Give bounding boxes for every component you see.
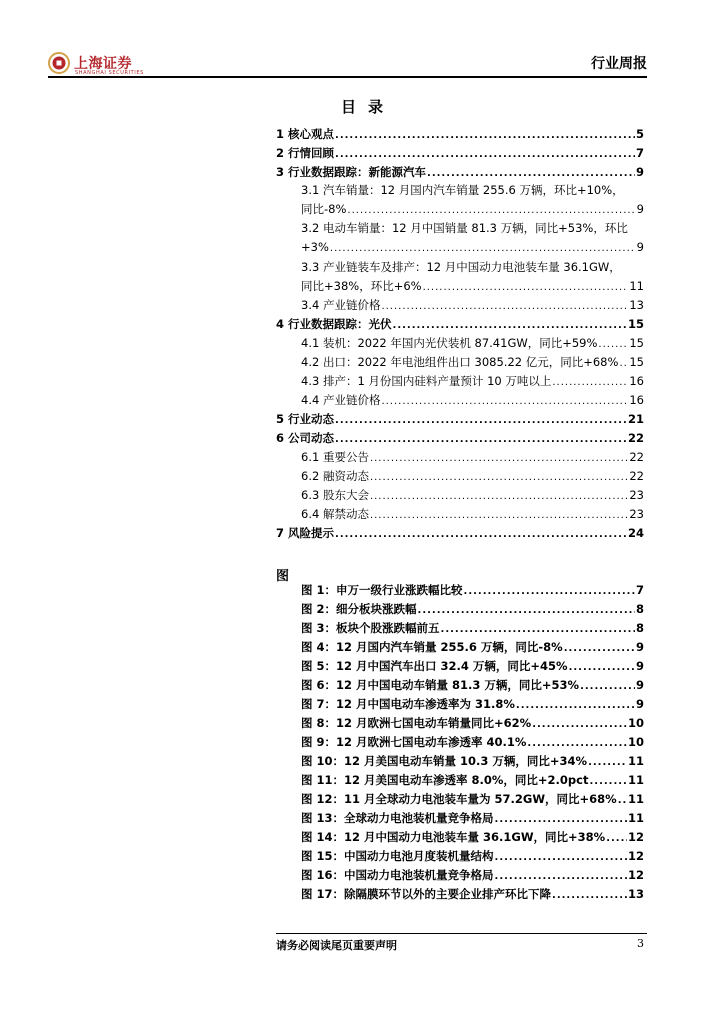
toc-entry-text: 4.3 排产：1 月份国内硅料产量预计 10 万吨以上 <box>301 374 552 388</box>
figure-entry-text: 图 1：申万一级行业涨跌幅比较 <box>301 583 463 597</box>
leader-dots <box>441 623 635 637</box>
figure-entry-text: 图 13：全球动力电池装机量竞争格局 <box>301 811 494 825</box>
toc-entry-text: 同比+38%，环比+6% <box>301 279 422 293</box>
figure-entry[interactable] <box>301 640 644 656</box>
figure-entry[interactable] <box>301 735 644 751</box>
toc-entry-text[interactable]: 3.1 汽车销量：12 月国内汽车销量 255.6 万辆，环比+10%， <box>301 183 624 197</box>
leader-dots <box>588 756 627 770</box>
page-number: 3 <box>637 937 644 950</box>
toc-entry-text[interactable]: 3.2 电动车销量：12 月中国销量 81.3 万辆，同比+53%，环比 <box>301 221 628 235</box>
footer-disclaimer: 请务必阅读尾页重要声明 <box>276 939 397 952</box>
figure-entry-page: 12 <box>627 849 644 863</box>
leader-dots <box>370 490 628 504</box>
toc-entry-page: 24 <box>627 526 644 540</box>
toc-entry-text: 1 核心观点 <box>276 127 335 141</box>
figure-entry[interactable] <box>301 754 644 770</box>
toc-entry-page: 22 <box>627 431 644 445</box>
toc-entry[interactable] <box>301 450 644 466</box>
figure-entry-page: 11 <box>627 754 644 768</box>
toc-entry[interactable] <box>301 240 644 256</box>
leader-dots <box>527 737 627 751</box>
figure-entry-text: 图 11：12 月美国电动车渗透率 8.0%，同比+2.0pct <box>301 773 589 787</box>
toc-entry-text: 6.3 股东大会 <box>301 488 369 502</box>
toc-entry-page: 5 <box>635 127 644 141</box>
toc-entry[interactable] <box>276 146 644 162</box>
toc-entry-page: 22 <box>629 469 644 483</box>
toc-entry-text: 3 行业数据跟踪：新能源汽车 <box>276 165 427 179</box>
toc-entry-page: 9 <box>635 165 644 179</box>
toc-entry[interactable] <box>301 202 644 218</box>
toc-entry-page: 15 <box>629 336 644 350</box>
figure-entry-text: 图 2：细分板块涨跌幅 <box>301 602 417 616</box>
leader-dots <box>495 851 627 865</box>
page-header <box>48 48 647 78</box>
figure-entry-text: 图 8：12 月欧洲七国电动车销量同比+62% <box>301 716 532 730</box>
leader-dots <box>418 604 635 618</box>
figure-entry-page: 13 <box>627 887 644 901</box>
figure-entry-text: 图 10：12 月美国电动车销量 10.3 万辆，同比+34% <box>301 754 588 768</box>
toc-entry[interactable] <box>276 412 644 428</box>
figure-entry-text: 图 15：中国动力电池月度装机量结构 <box>301 849 494 863</box>
figure-list-title: 图 <box>276 569 290 584</box>
figure-entry-text: 图 3：板块个股涨跌幅前五 <box>301 621 440 635</box>
leader-dots <box>580 680 635 694</box>
figure-entry-page: 9 <box>635 697 644 711</box>
figure-entry[interactable] <box>301 868 644 884</box>
logo-emblem-icon <box>48 52 70 74</box>
leader-dots <box>606 832 627 846</box>
toc-entry-text: 4.2 出口：2022 年电池组件出口 3085.22 亿元，同比+68% <box>301 355 619 369</box>
figure-entry-page: 12 <box>627 830 644 844</box>
leader-dots <box>552 376 628 390</box>
toc-entry[interactable] <box>276 165 644 181</box>
leader-dots <box>495 870 627 884</box>
toc-entry[interactable] <box>276 317 644 333</box>
leader-dots <box>552 889 627 903</box>
figure-entry-text: 图 9：12 月欧洲七国电动车渗透率 40.1% <box>301 735 527 749</box>
figure-entry-page: 10 <box>627 735 644 749</box>
figure-entry[interactable] <box>301 602 644 618</box>
leader-dots <box>464 585 635 599</box>
leader-dots <box>598 338 628 352</box>
figure-entry-page: 12 <box>627 868 644 882</box>
figure-entry-page: 11 <box>627 773 644 787</box>
toc-entry-text: 2 行情回顾 <box>276 146 335 160</box>
figure-entry[interactable] <box>301 792 644 808</box>
figure-entry[interactable] <box>301 830 644 846</box>
toc-entry-page: 13 <box>629 298 644 312</box>
toc-entry-text: 7 风险提示 <box>276 526 335 540</box>
toc-entry-text: 4.4 产业链价格 <box>301 393 381 407</box>
figure-entry[interactable] <box>301 811 644 827</box>
toc-entry[interactable] <box>301 279 644 295</box>
figure-entry-text: 图 17：除隔膜环节以外的主要企业排产环比下降 <box>301 887 552 901</box>
toc-entry[interactable] <box>301 393 644 409</box>
toc-entry-page: 23 <box>629 488 644 502</box>
toc-entry-page: 15 <box>629 355 644 369</box>
toc-entry-page: 21 <box>627 412 644 426</box>
toc-entry-text: 5 行业动态 <box>276 412 335 426</box>
leader-dots <box>335 414 627 428</box>
toc-entry[interactable] <box>301 355 644 371</box>
toc-entry[interactable] <box>301 488 644 504</box>
leader-dots <box>589 775 627 789</box>
figure-entry-page: 7 <box>635 583 644 597</box>
toc-entry[interactable] <box>301 298 644 314</box>
toc-entry[interactable] <box>276 526 644 542</box>
report-type: 行业周报 <box>591 56 647 72</box>
leader-dots <box>423 281 629 295</box>
leader-dots <box>335 528 627 542</box>
header-divider <box>48 76 647 78</box>
leader-dots <box>381 300 628 314</box>
leader-dots <box>370 509 628 523</box>
figure-entry[interactable] <box>301 621 644 637</box>
toc-entry-page: 9 <box>636 240 644 254</box>
toc-entry[interactable] <box>276 127 644 143</box>
leader-dots <box>619 357 628 371</box>
figure-entry-page: 10 <box>627 716 644 730</box>
toc-entry-text: 4 行业数据跟踪：光伏 <box>276 317 392 331</box>
leader-dots <box>516 699 635 713</box>
figure-entry-page: 9 <box>635 640 644 654</box>
toc-entry-page: 11 <box>629 279 644 293</box>
figure-entry[interactable] <box>301 583 644 599</box>
toc-title: 目录 <box>340 98 395 116</box>
leader-dots <box>335 433 627 447</box>
leader-dots <box>335 129 635 143</box>
toc-entry[interactable] <box>301 469 644 485</box>
toc-entry-text: 6.2 融资动态 <box>301 469 369 483</box>
toc-entry[interactable] <box>301 336 644 352</box>
toc-entry-page: 7 <box>635 146 644 160</box>
figure-entry-text: 图 12：11 月全球动力电池装车量为 57.2GW，同比+68% <box>301 792 617 806</box>
leader-dots <box>347 204 635 218</box>
toc-entry-text: 6 公司动态 <box>276 431 335 445</box>
toc-entry-text: +3% <box>301 240 329 254</box>
logo-subtext: SHANGHAI SECURITIES <box>75 70 144 76</box>
figure-entry-text: 图 7：12 月中国电动车渗透率为 31.8% <box>301 697 515 711</box>
figure-entry-page: 8 <box>635 602 644 616</box>
figure-entry-page: 9 <box>635 659 644 673</box>
figure-entry-text: 图 16：中国动力电池装机量竞争格局 <box>301 868 494 882</box>
figure-entry[interactable] <box>301 678 644 694</box>
toc-entry[interactable] <box>301 507 644 523</box>
figure-entry-page: 11 <box>627 811 644 825</box>
figure-entry-text: 图 14：12 月中国动力电池装车量 36.1GW，同比+38% <box>301 830 606 844</box>
toc-entry-page: 16 <box>629 393 644 407</box>
toc-entry-page: 16 <box>629 374 644 388</box>
toc-entry[interactable] <box>301 374 644 390</box>
leader-dots <box>370 471 628 485</box>
figure-entry[interactable] <box>301 659 644 675</box>
figure-entry-page: 9 <box>635 678 644 692</box>
figure-entry-page: 8 <box>635 621 644 635</box>
figure-entry[interactable] <box>301 697 644 713</box>
figure-entry[interactable] <box>301 773 644 789</box>
leader-dots <box>564 642 635 656</box>
toc-entry-page: 9 <box>636 202 644 216</box>
toc-entry-text: 同比-8% <box>301 202 347 216</box>
leader-dots <box>427 167 635 181</box>
toc-entry[interactable] <box>276 431 644 447</box>
toc-entry-page: 15 <box>627 317 644 331</box>
figure-entry-text: 图 4：12 月国内汽车销量 255.6 万辆，同比-8% <box>301 640 563 654</box>
figure-entry[interactable] <box>301 716 644 732</box>
leader-dots <box>370 452 628 466</box>
leader-dots <box>393 319 627 333</box>
logo-text: 上海证券 <box>74 56 132 72</box>
figure-entry[interactable] <box>301 887 644 903</box>
toc-entry-text: 3.4 产业链价格 <box>301 298 381 312</box>
figure-entry-text: 图 6：12 月中国电动车销量 81.3 万辆，同比+53% <box>301 678 580 692</box>
toc-entry-page: 22 <box>629 450 644 464</box>
toc-entry-text[interactable]: 3.3 产业链装车及排产：12 月中国动力电池装车量 36.1GW， <box>301 260 621 274</box>
leader-dots <box>569 661 635 675</box>
leader-dots <box>381 395 628 409</box>
figure-entry-page: 11 <box>627 792 644 806</box>
leader-dots <box>330 242 636 256</box>
leader-dots <box>335 148 635 162</box>
figure-entry-text: 图 5：12 月中国汽车出口 32.4 万辆，同比+45% <box>301 659 568 673</box>
toc-entry-text: 4.1 装机：2022 年国内光伏装机 87.41GW，同比+59% <box>301 336 598 350</box>
toc-entry-text: 6.1 重要公告 <box>301 450 369 464</box>
toc-entry-page: 23 <box>629 507 644 521</box>
footer-divider <box>276 933 647 934</box>
figure-entry[interactable] <box>301 849 644 865</box>
leader-dots <box>618 794 627 808</box>
leader-dots <box>532 718 627 732</box>
leader-dots <box>495 813 627 827</box>
toc-entry-text: 6.4 解禁动态 <box>301 507 369 521</box>
